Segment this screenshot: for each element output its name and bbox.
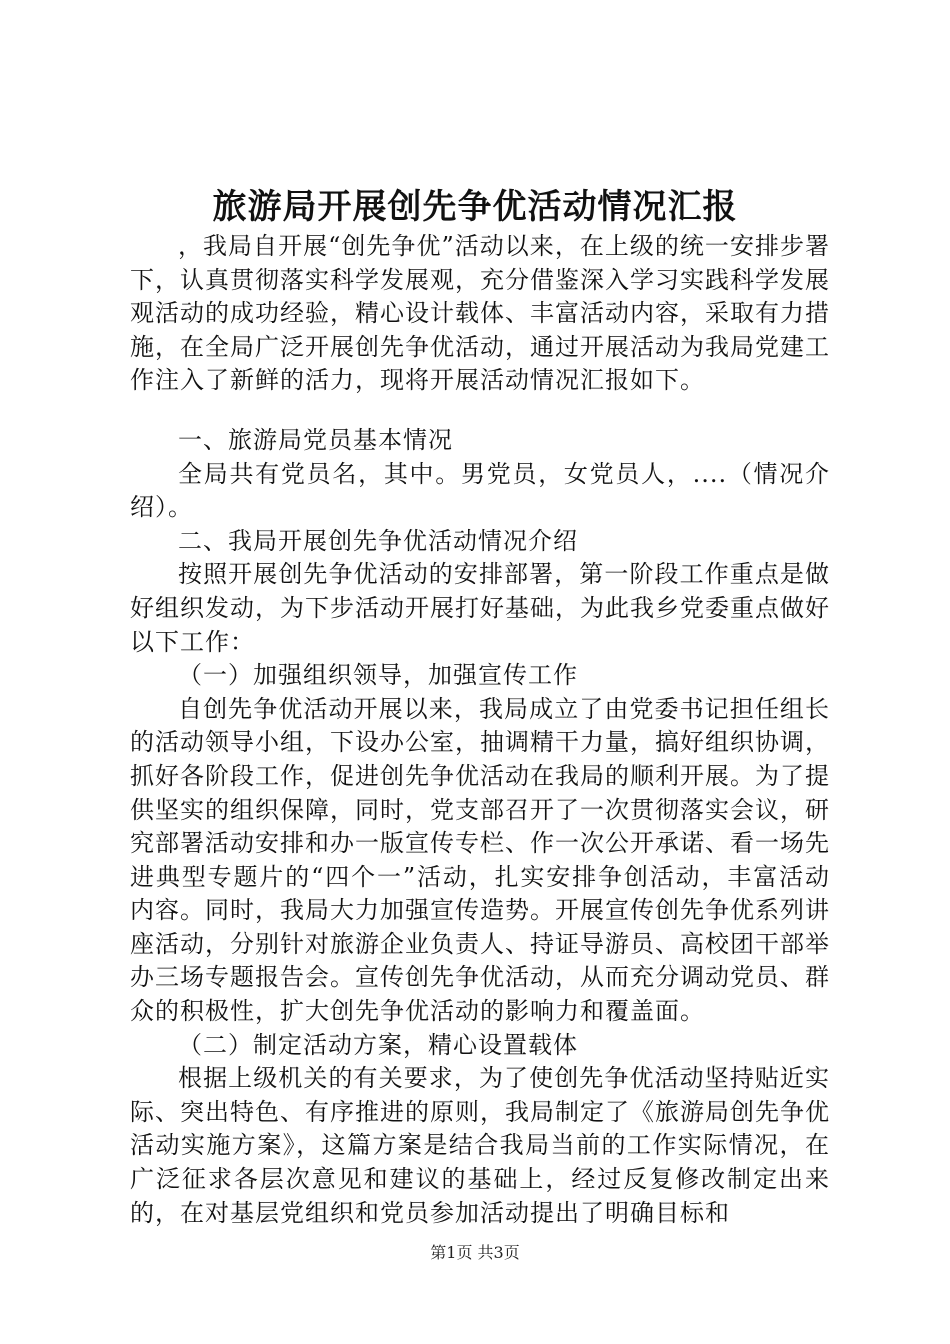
subsection-heading-1: （一）加强组织领导，加强宣传工作: [178, 661, 578, 690]
section-heading-2: 二、我局开展创先争优活动情况介绍: [178, 526, 578, 555]
member-info-paragraph: 全局共有党员名，其中。男党员，女党员人，....（情况介绍）。: [130, 459, 830, 522]
intro-paragraph: ，我局自开展“创先争优”活动以来，在上级的统一安排步署下，认真贯彻落实科学发展观，充分借鉴深入学习实践科学发展观活动的成功经验，精心设计载体、丰富活动内容，采取有力措施，在全局广泛开展创先争优活动，通过开展活动为我局党建工作注入了新鲜的活力，现将开展活动情况汇报如下。: [130, 232, 830, 395]
paragraph-spacer: [130, 398, 830, 424]
activity-plan-paragraph: 根据上级机关的有关要求，为了使创先争优活动坚持贴近实际、突出特色、有序推进的原则，我局制定了《旅游局创先争优活动实施方案》，这篇方案是结合我局当前的工作实际情况，在广泛征求各层次意见和建议的基础上，经过反复修改制定出来的，在对基层党组织和党员参加活动提出了明确目标和: [130, 1064, 830, 1227]
subsection-heading-2: （二）制定活动方案，精心设置载体: [178, 1030, 578, 1059]
document-body: [130, 230, 830, 1230]
section-heading-1: 一、旅游局党员基本情况: [178, 425, 453, 454]
leadership-paragraph: 自创先争优活动开展以来，我局成立了由党委书记担任组长的活动领导小组，下设办公室，抽调精干力量，搞好组织协调，抓好各阶段工作，促进创先争优活动在我局的顺利开展。为了提供坚实的组织保障，同时，党支部召开了一次贯彻落实会议，研究部署活动安排和办一版宣传专栏、作一次公开承诺、看一场先进典型专题片的“四个一”活动，扎实安排争创活动，丰富活动内容。同时，我局大力加强宣传造势。开展宣传创先争优系列讲座活动，分别针对旅游企业负责人、持证导游员、高校团干部举办三场专题报告会。宣传创先争优活动，从而充分调动党员、群众的积极性，扩大创先争优活动的影响力和覆盖面。: [130, 694, 830, 1026]
page-number: 第1页 共3页: [430, 1243, 520, 1262]
work-plan-paragraph: 按照开展创先争优活动的安排部署，第一阶段工作重点是做好组织发动，为下步活动开展打好基础，为此我乡党委重点做好以下工作：: [130, 560, 830, 656]
document-title: 旅游局开展创先争优活动情况汇报: [212, 187, 738, 227]
